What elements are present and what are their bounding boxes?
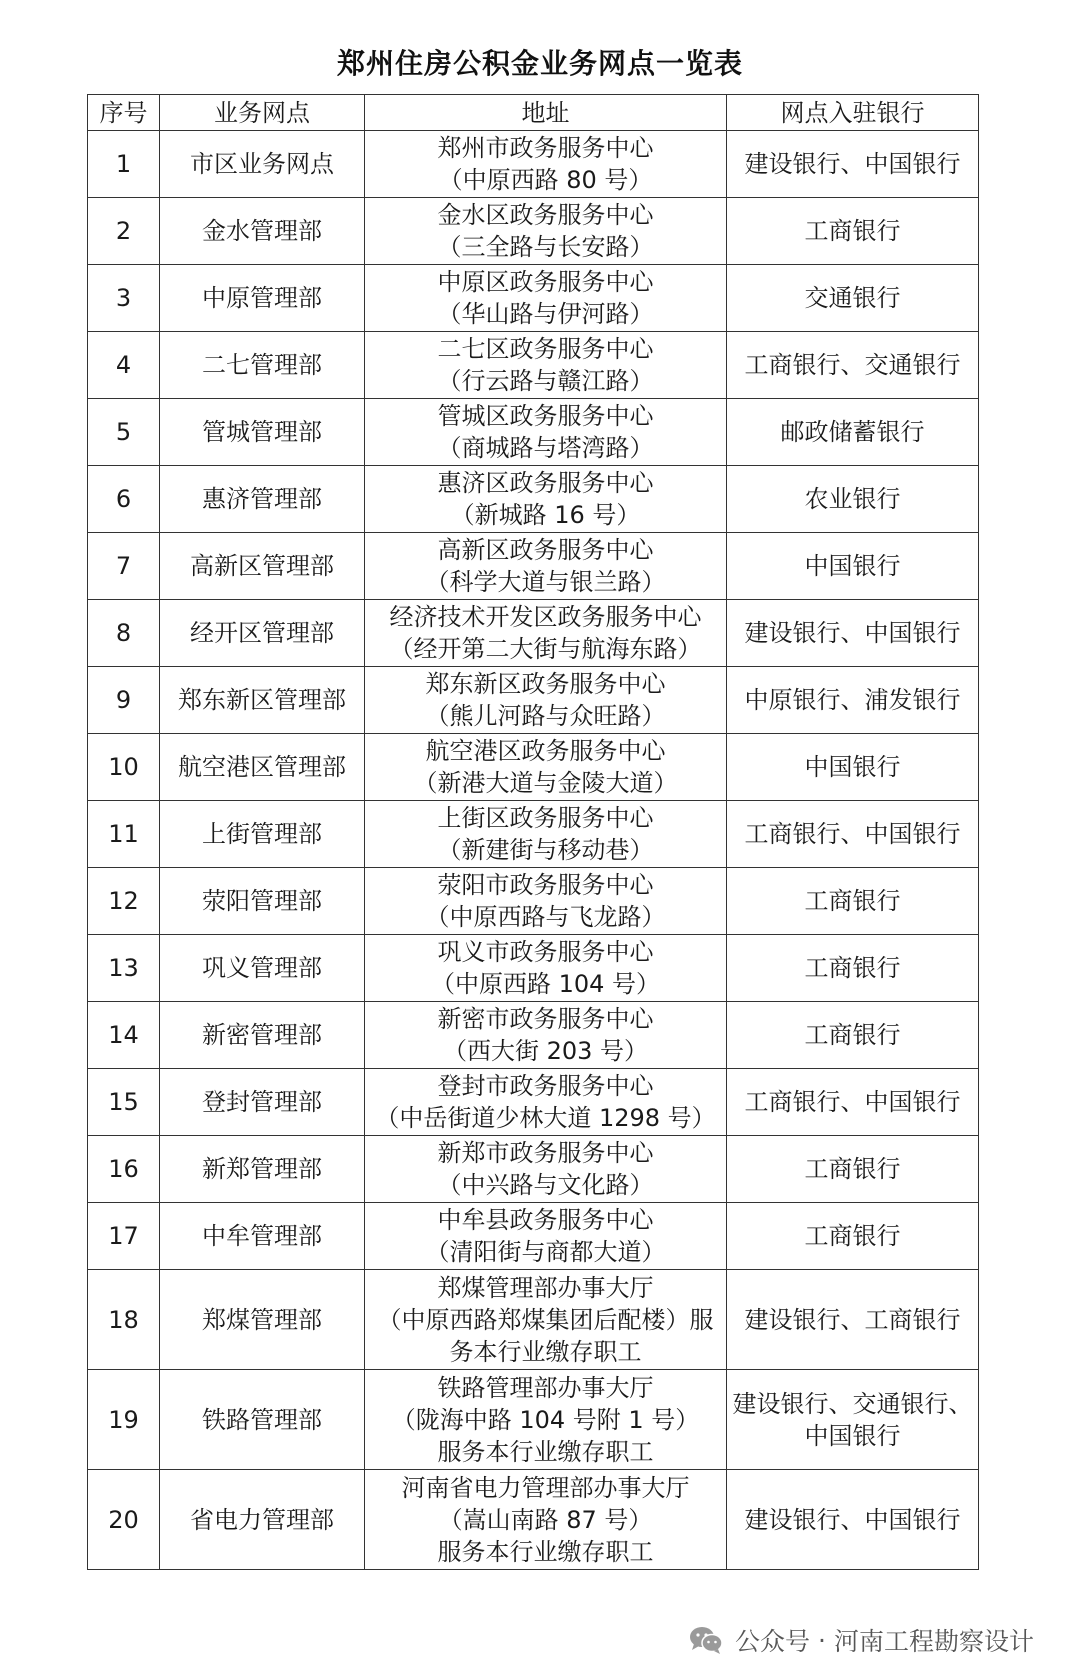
- header-address: 地址: [365, 95, 727, 131]
- address-line: （华山路与伊河路）: [437, 300, 654, 328]
- outlet-address: [365, 399, 727, 466]
- row-index: 8: [88, 600, 160, 667]
- header-banks: 网点入驻银行: [727, 95, 979, 131]
- outlet-address: [365, 1203, 727, 1270]
- row-index: 16: [88, 1136, 160, 1203]
- outlet-address: [365, 1370, 727, 1470]
- table-header-row: [88, 95, 979, 131]
- bank-line: 中国银行: [804, 1421, 901, 1450]
- bank-line: 中原银行、浦发银行: [744, 686, 961, 714]
- address-line: 管城区政务服务中心: [437, 402, 654, 430]
- address-line: 郑东新区政务服务中心: [425, 670, 666, 698]
- outlet-banks: [727, 667, 979, 734]
- outlet-banks: [727, 1136, 979, 1203]
- table-row: [88, 801, 979, 868]
- outlet-banks: [727, 1470, 979, 1570]
- address-line: （西大街 203 号）: [442, 1037, 649, 1065]
- table-row: [88, 265, 979, 332]
- address-line: （中岳街道少林大道 1298 号）: [375, 1104, 716, 1132]
- row-index: 14: [88, 1002, 160, 1069]
- outlet-name: 铁路管理部: [160, 1370, 365, 1470]
- row-index: 12: [88, 868, 160, 935]
- outlet-name: 中原管理部: [160, 265, 365, 332]
- header-outlet: 业务网点: [160, 95, 365, 131]
- table-row: [88, 1136, 979, 1203]
- address-line: （新港大道与金陵大道）: [413, 769, 678, 797]
- row-index: 11: [88, 801, 160, 868]
- outlet-name: 金水管理部: [160, 198, 365, 265]
- row-index: 4: [88, 332, 160, 399]
- outlet-name: 二七管理部: [160, 332, 365, 399]
- address-line: （三全路与长安路）: [437, 233, 654, 261]
- outlet-name: 管城管理部: [160, 399, 365, 466]
- address-line: （行云路与赣江路）: [437, 367, 654, 395]
- address-line: 服务本行业缴存职工: [437, 1537, 654, 1566]
- outlet-name: 上街管理部: [160, 801, 365, 868]
- table-row: [88, 399, 979, 466]
- address-line: （中原西路 80 号）: [438, 166, 653, 194]
- outlet-banks: [727, 1203, 979, 1270]
- outlet-name: 中牟管理部: [160, 1203, 365, 1270]
- address-line: （新城路 16 号）: [450, 501, 641, 529]
- address-line: 二七区政务服务中心: [437, 335, 654, 363]
- address-line: （经开第二大街与航海东路）: [389, 635, 702, 663]
- address-line: 中原区政务服务中心: [437, 268, 654, 296]
- address-line: （清阳街与商都大道）: [425, 1238, 666, 1266]
- outlet-address: [365, 1136, 727, 1203]
- outlet-name: 省电力管理部: [160, 1470, 365, 1570]
- table-row: [88, 935, 979, 1002]
- bank-line: 工商银行: [804, 887, 901, 915]
- outlet-address: [365, 198, 727, 265]
- bank-line: 交通银行: [804, 284, 901, 312]
- row-index: 13: [88, 935, 160, 1002]
- outlet-address: [365, 600, 727, 667]
- outlet-name: 惠济管理部: [160, 466, 365, 533]
- outlet-address: [365, 667, 727, 734]
- address-line: （中原西路郑煤集团后配楼）服: [377, 1305, 714, 1334]
- address-line: （熊儿河路与众旺路）: [425, 702, 666, 730]
- table-row: [88, 466, 979, 533]
- address-line: 郑煤管理部办事大厅: [437, 1273, 654, 1302]
- address-line: 服务本行业缴存职工: [437, 1437, 654, 1466]
- address-line: 巩义市政务服务中心: [437, 938, 654, 966]
- address-line: （陇海中路 104 号附 1 号）: [391, 1405, 700, 1434]
- row-index: 1: [88, 131, 160, 198]
- outlet-name: 高新区管理部: [160, 533, 365, 600]
- bank-line: 工商银行: [804, 217, 901, 245]
- table-row: [88, 1002, 979, 1069]
- table-row: [88, 1069, 979, 1136]
- outlet-address: [365, 734, 727, 801]
- outlet-name: 新密管理部: [160, 1002, 365, 1069]
- bank-line: 建设银行、中国银行: [744, 1505, 961, 1534]
- row-index: 17: [88, 1203, 160, 1270]
- page-title: 郑州住房公积金业务网点一览表: [336, 47, 743, 80]
- outlet-banks: [727, 1069, 979, 1136]
- outlet-name: 郑煤管理部: [160, 1270, 365, 1370]
- outlet-name: 荥阳管理部: [160, 868, 365, 935]
- table-row: [88, 1470, 979, 1570]
- address-line: 惠济区政务服务中心: [437, 469, 654, 497]
- bank-line: 工商银行: [804, 954, 901, 982]
- row-index: 3: [88, 265, 160, 332]
- address-line: 登封市政务服务中心: [437, 1072, 654, 1100]
- header-index: 序号: [88, 95, 160, 131]
- outlet-address: [365, 1270, 727, 1370]
- table-row: [88, 1370, 979, 1470]
- table-row: [88, 1203, 979, 1270]
- outlet-address: [365, 801, 727, 868]
- outlet-table: [87, 94, 979, 1570]
- outlet-address: [365, 332, 727, 399]
- address-line: 新郑市政务服务中心: [437, 1139, 654, 1167]
- outlet-address: [365, 935, 727, 1002]
- footer-watermark: [689, 1620, 1034, 1660]
- outlet-banks: [727, 1002, 979, 1069]
- row-index: 7: [88, 533, 160, 600]
- footer-label: 公众号: [735, 1627, 811, 1656]
- row-index: 18: [88, 1270, 160, 1370]
- address-line: 金水区政务服务中心: [437, 201, 654, 229]
- bank-line: 农业银行: [804, 485, 901, 513]
- address-line: （中原西路 104 号）: [430, 970, 661, 998]
- bank-line: 中国银行: [804, 552, 901, 580]
- outlet-banks: [727, 265, 979, 332]
- row-index: 6: [88, 466, 160, 533]
- address-line: 航空港区政务服务中心: [425, 737, 666, 765]
- bank-line: 工商银行、交通银行: [744, 351, 961, 379]
- table-body: [88, 131, 979, 1570]
- table-row: [88, 131, 979, 198]
- outlet-name: 郑东新区管理部: [160, 667, 365, 734]
- row-index: 9: [88, 667, 160, 734]
- address-line: 新密市政务服务中心: [437, 1005, 654, 1033]
- bank-line: 邮政储蓄银行: [780, 418, 925, 446]
- table-row: [88, 600, 979, 667]
- address-line: （中兴路与文化路）: [437, 1171, 654, 1199]
- address-line: 务本行业缴存职工: [449, 1337, 642, 1366]
- address-line: 上街区政务服务中心: [437, 804, 654, 832]
- row-index: 2: [88, 198, 160, 265]
- table-row: [88, 533, 979, 600]
- address-line: （科学大道与银兰路）: [425, 568, 666, 596]
- bank-line: 建设银行、工商银行: [744, 1305, 961, 1334]
- table-row: [88, 734, 979, 801]
- outlet-address: [365, 533, 727, 600]
- address-line: （商城路与塔湾路）: [437, 434, 654, 462]
- outlet-banks: [727, 1270, 979, 1370]
- row-index: 15: [88, 1069, 160, 1136]
- outlet-banks: [727, 868, 979, 935]
- outlet-name: 登封管理部: [160, 1069, 365, 1136]
- row-index: 19: [88, 1370, 160, 1470]
- address-line: （中原西路与飞龙路）: [425, 903, 666, 931]
- bank-line: 工商银行、中国银行: [744, 1088, 961, 1116]
- outlet-name: 经开区管理部: [160, 600, 365, 667]
- row-index: 10: [88, 734, 160, 801]
- address-line: 郑州市政务服务中心: [437, 134, 654, 162]
- bank-line: 工商银行: [804, 1021, 901, 1049]
- bank-line: 工商银行: [804, 1155, 901, 1183]
- outlet-address: [365, 265, 727, 332]
- outlet-name: 新郑管理部: [160, 1136, 365, 1203]
- outlet-banks: [727, 399, 979, 466]
- table-row: [88, 332, 979, 399]
- outlet-banks: [727, 600, 979, 667]
- address-line: 荥阳市政务服务中心: [437, 871, 654, 899]
- outlet-banks: [727, 332, 979, 399]
- bank-line: 建设银行、中国银行: [744, 619, 961, 647]
- row-index: 20: [88, 1470, 160, 1570]
- bank-line: 建设银行、交通银行、: [732, 1389, 973, 1418]
- outlet-banks: [727, 1370, 979, 1470]
- address-line: 中牟县政务服务中心: [437, 1206, 654, 1234]
- address-line: （嵩山南路 87 号）: [438, 1505, 653, 1534]
- address-line: （新建街与移动巷）: [437, 836, 654, 864]
- wechat-icon: [689, 1625, 723, 1655]
- address-line: 经济技术开发区政务服务中心: [389, 603, 702, 631]
- outlet-address: [365, 1069, 727, 1136]
- table-row: [88, 868, 979, 935]
- outlet-banks: [727, 198, 979, 265]
- address-line: 高新区政务服务中心: [437, 536, 654, 564]
- bank-line: 建设银行、中国银行: [744, 150, 961, 178]
- bank-line: 中国银行: [804, 753, 901, 781]
- outlet-address: [365, 1470, 727, 1570]
- footer-account: 河南工程勘察设计: [833, 1627, 1034, 1656]
- bank-line: 工商银行: [804, 1222, 901, 1250]
- bank-line: 工商银行、中国银行: [744, 820, 961, 848]
- outlet-address: [365, 868, 727, 935]
- table-row: [88, 1270, 979, 1370]
- address-line: 河南省电力管理部办事大厅: [401, 1473, 690, 1502]
- outlet-name: 航空港区管理部: [160, 734, 365, 801]
- row-index: 5: [88, 399, 160, 466]
- address-line: 铁路管理部办事大厅: [437, 1373, 654, 1402]
- outlet-banks: [727, 466, 979, 533]
- table-row: [88, 667, 979, 734]
- outlet-name: 市区业务网点: [160, 131, 365, 198]
- outlet-name: 巩义管理部: [160, 935, 365, 1002]
- outlet-address: [365, 1002, 727, 1069]
- footer-separator: ·: [818, 1625, 826, 1655]
- outlet-banks: [727, 131, 979, 198]
- outlet-address: [365, 466, 727, 533]
- outlet-banks: [727, 801, 979, 868]
- outlet-banks: [727, 935, 979, 1002]
- outlet-banks: [727, 734, 979, 801]
- outlet-banks: [727, 533, 979, 600]
- outlet-address: [365, 131, 727, 198]
- table-row: [88, 198, 979, 265]
